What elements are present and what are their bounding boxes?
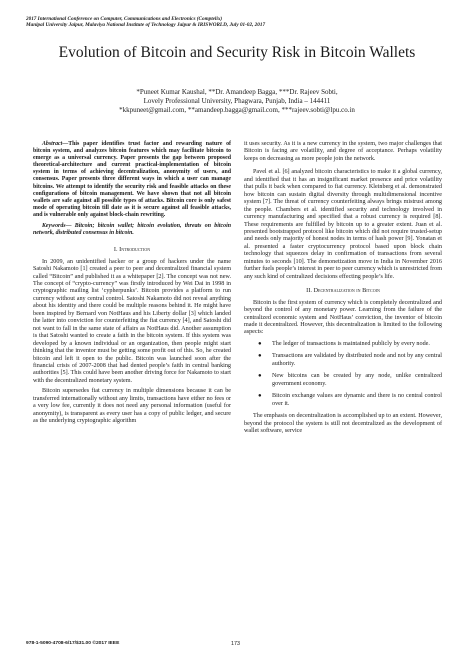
bullet-icon: ● xyxy=(258,353,262,360)
section-2-heading: II. Decentralization in Bitcoin xyxy=(306,287,380,295)
bullet-icon: ● xyxy=(258,373,262,380)
abstract xyxy=(33,141,231,219)
intro-paragraph-4: Pavel et al. [6] analyzed bitcoin characteristics to make it a global currency, and identified that it has an insignificant market presence and price volatility that pulls it back when compared to fiat currency. Kleinberg et al. demonstrated how bitcoin can sustain digital diversity through multidimensional incentive system [7]. The threat of currency counterfeiting always brings mistrust among the people. Chambers et al. identified security and technology involved in currency manufacturing and specified that a robust currency is required [8]. These requirements are fulfilled by bitcoin up to a greater extent. Juan et al. presented bootstrapped protocol like bitcoin which did not require trusted-setup and needs only majority of honest nodes in terms of hash power [9]. Yonatan et al. presented a faster cryptocurrency protocol based upon block chain technology that squeezes delay in confirmation of transactions from several minutes to seconds [10]. The demonetization move in India in November 2016 further fuels people’s interest in peer to peer currency which is unrestricted from any such kind of centralized decisions effecting people’s life. xyxy=(244,169,442,280)
intro-paragraph-3: it uses security. As it is a new currency in the system, two major challenges that Bitcoin is facing are volatility, and degree of acceptance. Perhaps volatility keeps on decreasing as more people join the network. xyxy=(244,141,442,162)
author-block xyxy=(30,88,444,114)
right-column xyxy=(244,141,442,435)
author-names: *Puneet Kumar Kaushal, **Dr. Amandeep Bagga, ***Dr. Rajeev Sobti, xyxy=(136,88,338,96)
isbn-footer: 978-1-5090-4708-6/17/$31.00 ©2017 IEEE xyxy=(26,641,120,646)
list-item: ● Transactions are validated by distributed node and not by any central authority. xyxy=(258,353,442,367)
conference-header-line-1: 2017 International Conference on Computer, Communications and Electronics (Comptelix) xyxy=(26,16,223,22)
left-column xyxy=(33,141,231,426)
author-affiliation: Lovely Professional University, Phagwara, Punjab, India – 144411 xyxy=(143,96,331,105)
page-number: 173 xyxy=(231,641,240,647)
abstract-text: —This paper identifies trust factor and rewarding nature of bitcoin system, and analyzes bitcoin features which may facilitate bitcoin to emerge as a universal currency. Paper presents the gap between proposed theoretical-architecture and current practical-implementation of bitcoin system in terms of achieving decentralization, anonymity of users, and consensus. Paper presents three different ways in which a user can manage bitcoins. We attempt to identify the security risk and feasible attacks on these configurations of bitcoin management. We have shown that not all bitcoin wallets are safe against all possible types of attacks. Bitcoin core is only safest mode of operating bitcoin till date as it is secure against all feasible attacks, and is vulnerable only against block-chain rewriting. xyxy=(33,141,231,218)
paper-title: Evolution of Bitcoin and Security Risk in Bitcoin Wallets xyxy=(58,44,416,61)
keywords-label: Keywords xyxy=(42,223,66,230)
intro-paragraph-2: Bitcoin supersedes fiat currency in multiple dimensions because it can be transferred internationally without any limits, transactions have either no fees or a very low fee, currently it does not need any personal information (useful for anonymity), is transparent as every user has a copy of public ledger, and secure as the underlying cryptographic algorithm xyxy=(33,388,231,425)
decentralization-paragraph-2: The emphasis on decentralization is accomplished up to an extent. However, beyond the protocol the system is still not decentralized as the development of wallet software, service xyxy=(244,413,442,434)
list-item: ● The ledger of transactions is maintained publicly by every node. xyxy=(258,340,430,347)
list-item: ● Bitcoin exchange values are dynamic and there is no central control over it. xyxy=(258,393,442,407)
bullet-icon: ● xyxy=(258,340,262,347)
decentralization-paragraph-1: Bitcoin is the first system of currency which is completely decentralized and beyond the control of any monetary power. Learning from the failure of the centralized economic system and NotHaus’ conviction, the inventor of bitcoin made it decentralized. However, this decentralization is limited to the following aspects: xyxy=(244,299,442,336)
author-emails: *kkpuneet@gmail.com, **amandeep.bagga@gmail.com, ***rajeev.sobti@lpu.co.in xyxy=(119,105,355,114)
decentralization-list xyxy=(244,341,442,408)
keywords xyxy=(33,223,231,237)
conference-header-line-2: Manipal University Jaipur, Malaviya National Institute of Technology Jaipur & IRISWORLD, July 01-02, 2017 xyxy=(26,22,266,29)
abstract-label: Abstract xyxy=(42,141,63,147)
intro-paragraph-1: In 2009, an unidentified hacker or a group of hackers under the name Satoshi Nakamoto [1] created a peer to peer and decentralized financial system called “Bitcoin” and published it as a whitepaper [2]. The concept was not new. The concept of “crypto-currency” was firstly introduced by Wei Dai in 1998 in cryptographic mailing list ‘cypherpunks’. Bitcoin provides a platform to run currency without any central control. Satoshi Nakamoto did not reveal anything about his identity and there could be multiple reasons behind it. He might have been inspired by Bernard von NotHaus and his Liberty dollar [3] which landed the latter into conviction for counterfeiting the fiat currency [4], and Satoshi did not want to fall in the same state of affairs as NotHaus did. Another assumption is that Satoshi wanted to create a faith in the bitcoin system. If this system was developed by a known individual or an organization, then people might start thinking that the inventor must be getting some profit out of this. So, he created bitcoin and left it open to the public. Bitcoin was launched soon after the financial crisis of 2007-2008 that had dented people’s faith in central banking authorities [5]. This could have been another driving force for Nakamoto to start with the decentralized monetary system. xyxy=(33,258,231,384)
bullet-icon: ● xyxy=(258,393,262,400)
keywords-text: — Bitcoin; bitcoin wallet; bitcoin evolution, threats on bitcoin network, distributed consensus in bitcoin. xyxy=(33,223,231,237)
section-1-heading: I. Introduction xyxy=(113,246,151,254)
conference-header xyxy=(26,16,446,29)
list-item: ● New bitcoins can be created by any node, unlike centralized government economy. xyxy=(258,373,442,387)
